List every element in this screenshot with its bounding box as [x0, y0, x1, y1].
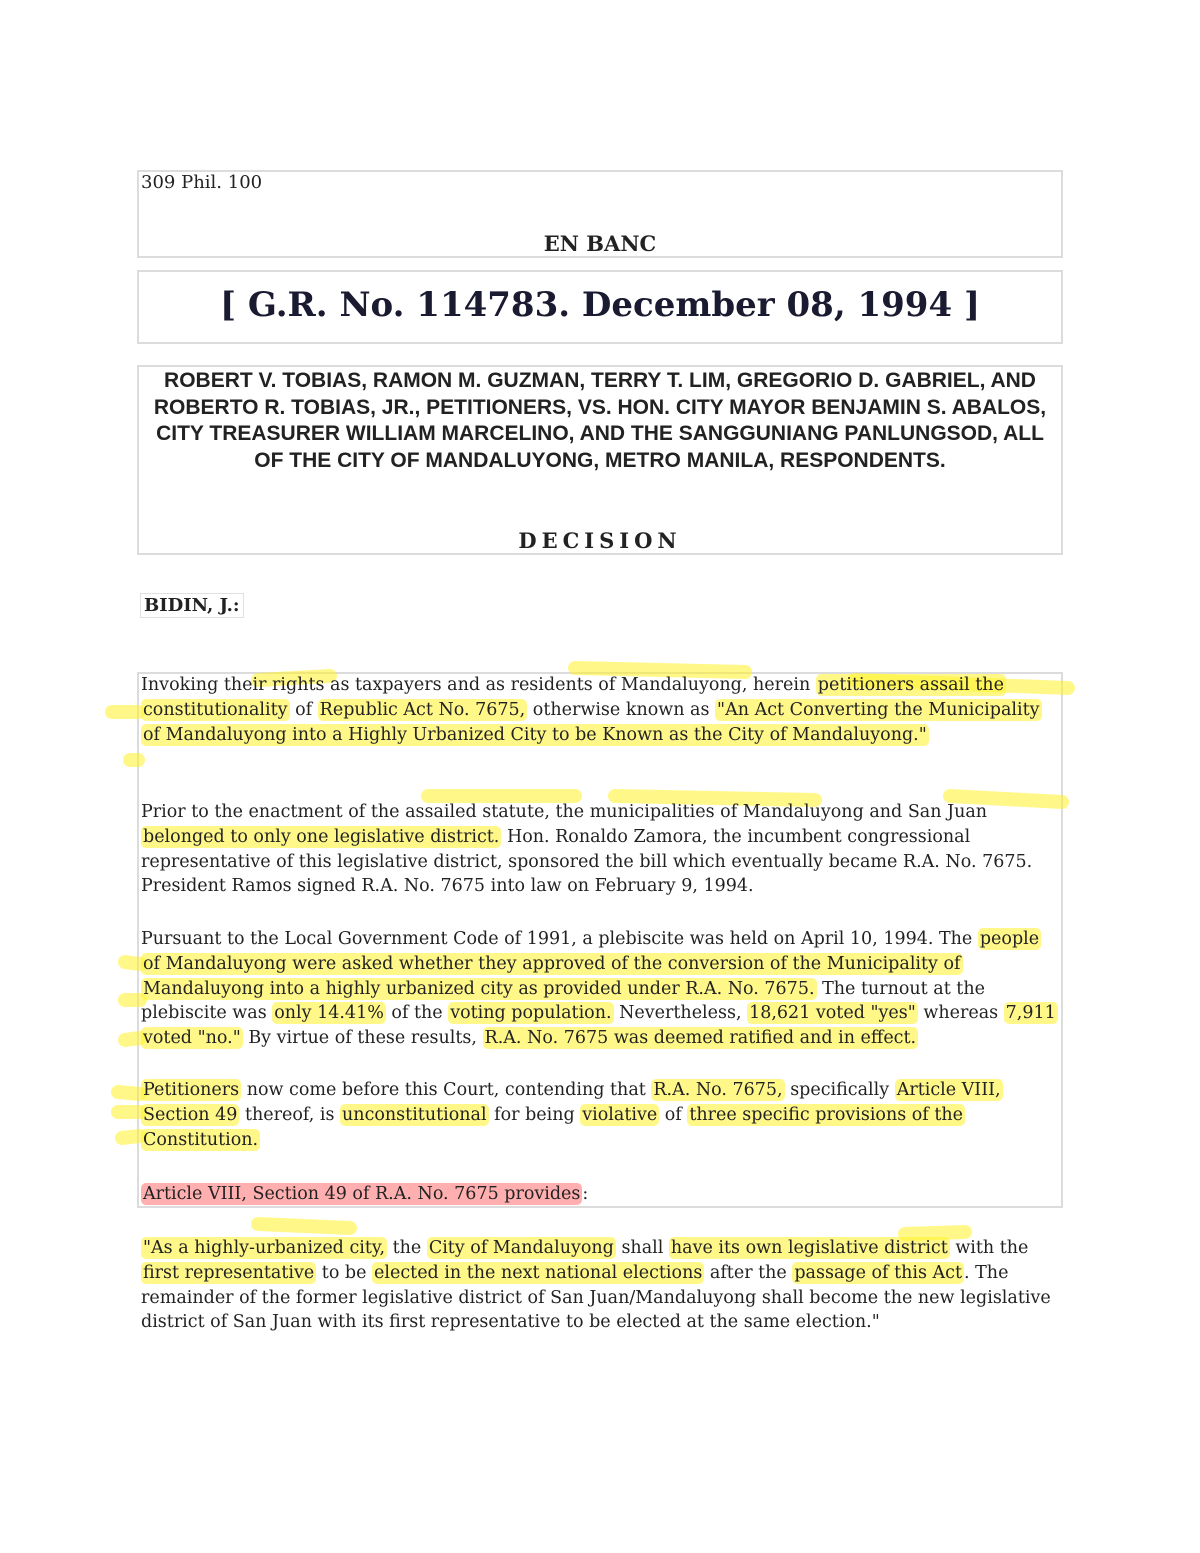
decision-heading: DECISION — [518, 528, 682, 553]
ponente: BIDIN, J.: — [140, 593, 244, 618]
quoted-provision: "As a highly-urbanized city, the City of Mandaluyong shall have its own legislative district with the first representative to be elected in the next national elections after the passage of this Act . The remainder of the former legislative district of San Juan/Mandaluyong shall become the new legislative district of San Juan with its first representative to be elected at the same election." — [141, 1238, 1051, 1333]
paragraph-2: Prior to the enactment of the assailed statute, the municipalities of Mandaluyong and San Juan belonged to only one legislative district. Hon. Ronaldo Zamora, the incumbent congressional representative of this legislative district, sponsored the bill which eventually became R.A. No. 7675. President Ramos signed R.A. No. 7675 into law on February 9, 1994. — [141, 802, 1033, 897]
paragraph-3: Pursuant to the Local Government Code of 1991, a plebiscite was held on April 10, 1994. The people of Mandaluyong were asked whether they approved of the conversion of the Municipality of Mandaluyong into a highly urbanized city as provided under R.A. No. 7675. The turnout at the plebiscite was only 14.41% of the voting population. Nevertheless, 18,621 voted "yes" whereas 7,911 voted "no." By virtue of these results, R.A. No. 7675 was deemed ratified and in effect. — [141, 929, 1056, 1049]
parties-caption: ROBERT V. TOBIAS, RAMON M. GUZMAN, TERRY T. LIM, GREGORIO D. GABRIEL, AND ROBERTO R. TOBIAS, JR., PETITIONERS, VS. HON. CITY MAYOR BENJAMIN S. ABALOS, CITY TREASURER WILLIAM MARCELINO, AND THE SANGGUNIANG PANLUNGSOD, ALL OF THE CITY OF MANDALUYONG, METRO MANILA, RESPONDENTS. — [153, 369, 1047, 472]
paragraph-5: Article VIII, Section 49 of R.A. No. 7675 provides : — [143, 1184, 589, 1204]
citation: 309 Phil. 100 — [141, 172, 263, 193]
case-number: [ G.R. No. 114783. December 08, 1994 ] — [219, 285, 981, 325]
paragraph-1: Invoking their rights as taxpayers and as residents of Mandaluyong, herein petitioners assail the constitutionality of Republic Act No. 7675, otherwise known as "An Act Converting the Municipality of Mandaluyong into a Highly Urbanized City to be Known as the City of Mandaluyong." — [141, 675, 1040, 745]
paragraph-4: Petitioners now come before this Court, contending that R.A. No. 7675, specifically Article VIII, Section 49 thereof, is unconstitutional for being violative of three specific provisions of the Constitution. — [143, 1080, 1001, 1150]
court-division: EN BANC — [543, 231, 657, 256]
